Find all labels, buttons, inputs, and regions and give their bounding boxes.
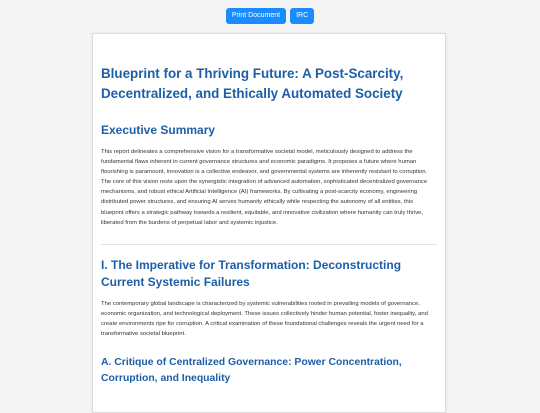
section-1-heading: I. The Imperative for Transformation: Deconstructing Current Systemic Failures <box>101 257 402 289</box>
print-document-button[interactable]: Print Document <box>226 8 286 24</box>
document-title: Blueprint for a Thriving Future: A Post-Scarcity, Decentralized, and Ethically Automated Society <box>101 66 404 101</box>
document-page <box>92 33 446 413</box>
section-1a-heading: A. Critique of Centralized Governance: Power Concentration, Corruption, and Inequality <box>101 357 402 385</box>
toolbar <box>0 8 540 24</box>
executive-summary-heading: Executive Summary <box>101 123 216 137</box>
executive-summary-body: This report delineates a comprehensive vision for a transformative societal model, meticulously designed to address the fundamental flaws inherent in current governance structures and economic paradigms. It proposes a future where human flourishing is paramount, innovation is a collective endeavor, and governmental systems are inherently resistant to corruption. The core of this vision rests upon the synergistic integration of advanced automation, sophisticated decentralized governance mechanisms, and robust ethical Artificial Intelligence (AI) frameworks. By cultivating a post-scarcity economy, engineering distributed power structures, and ensuring AI serves humanity ethically while respecting the autonomy of all entities, this blueprint offers a strategic pathway towards a resilient, equitable, and innovative civilization where humanity can truly thrive, liberated from the burdens of perpetual labor and systemic injustice. <box>101 149 428 226</box>
section-1-body: The contemporary global landscape is characterized by systemic vulnerabilities rooted in prevailing models of governance, economic organization, and technological deployment. These issues collectively hinder human potential, foster inequality, and create environments ripe for corruption. A critical examination of these foundational challenges reveals the urgent need for a transformative societal blueprint. <box>101 300 428 338</box>
irc-button[interactable]: IRC <box>290 8 314 24</box>
section-divider <box>101 244 437 245</box>
